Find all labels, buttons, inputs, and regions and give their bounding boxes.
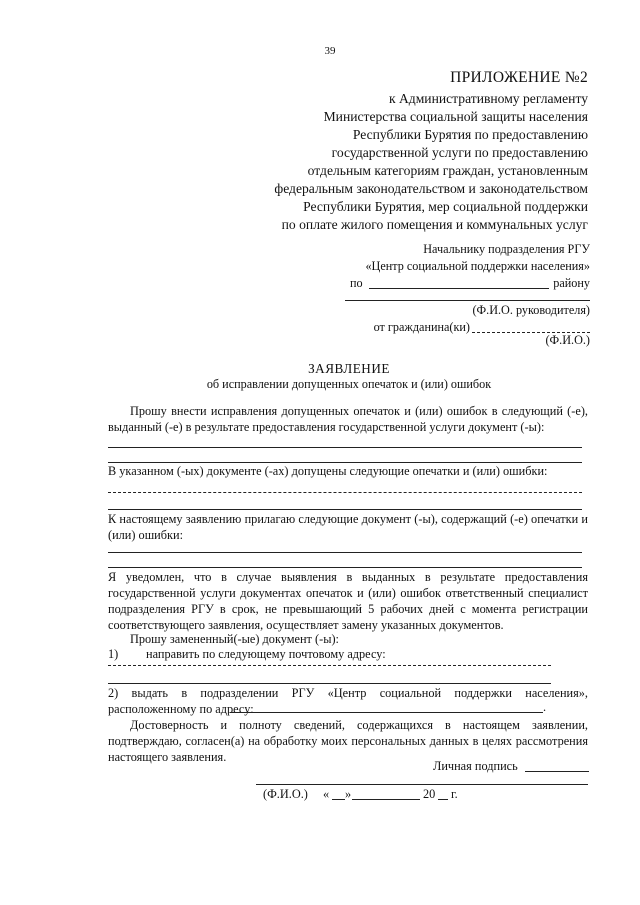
annex-line-5: отдельным категориям граждан, установленным <box>307 163 588 178</box>
annex-line-6: федеральным законодательством и законодательством <box>274 181 588 196</box>
office-address-dot: . <box>543 700 547 714</box>
district-prefix: по <box>350 276 363 290</box>
option-1-number: 1) <box>108 647 119 661</box>
annex-line-7: Республики Бурятия, мер социальной поддержки <box>303 199 588 214</box>
date-year-suffix: г. <box>451 787 458 801</box>
option-1-label: направить по следующему почтовому адресу: <box>146 647 386 661</box>
annex-line-4: государственной услуги по предоставлению <box>331 145 588 160</box>
date-year-prefix: 20 <box>423 787 436 801</box>
annex-line-8: по оплате жилого помещения и коммунальных услуг <box>281 217 588 232</box>
date-month-field[interactable] <box>352 799 420 800</box>
annex-title: ПРИЛОЖЕНИЕ №2 <box>450 69 588 86</box>
name-caption: (Ф.И.О.) <box>263 787 308 801</box>
attachments-line-1[interactable] <box>108 552 582 553</box>
request-line-1[interactable] <box>108 447 582 448</box>
name-date-line[interactable] <box>256 784 588 785</box>
from-citizen-label: от гражданина(ки) <box>373 320 470 334</box>
date-close-quote: » <box>345 787 352 801</box>
head-name-caption: (Ф.И.О. руководителя) <box>472 303 590 317</box>
signature-label: Личная подпись <box>433 759 518 773</box>
option-2-paragraph: 2) выдать в подразделении РГУ «Центр социальной поддержки населения», расположенному по адресу: <box>108 686 588 716</box>
errors-line-1[interactable] <box>108 492 582 493</box>
addressee-line-1: Начальнику подразделения РГУ <box>423 242 590 256</box>
request-line-2[interactable] <box>108 462 582 463</box>
addressee-line-2: «Центр социальной поддержки населения» <box>365 259 590 273</box>
date-day-field[interactable] <box>332 799 345 800</box>
office-address-field[interactable] <box>230 712 543 713</box>
annex-line-3: Республики Бурятия по предоставлению <box>352 127 588 142</box>
postal-address-line-1[interactable] <box>108 665 551 666</box>
errors-label: В указанном (-ых) документе (-ах) допущены следующие опечатки и (или) ошибки: <box>108 464 548 478</box>
consent-paragraph: Достоверность и полноту сведений, содержащихся в настоящем заявлении, подтверждаю, согласен(а) на обработку моих персональных данных в целях рассмотрения настоящего заявления. <box>108 718 588 764</box>
document-title: ЗАЯВЛЕНИЕ <box>308 361 390 376</box>
attachments-paragraph: К настоящему заявлению прилагаю следующие документ (-ы), содержащий (-е) опечатки и (или) ошибки: <box>108 512 588 542</box>
head-name-field[interactable] <box>345 300 590 301</box>
errors-line-2[interactable] <box>108 509 582 510</box>
request-paragraph: Прошу внести исправления допущенных опечаток и (или) ошибок в следующий (-е), выданный (-е) в результате предоставления государственной услуги документ (-ы): <box>108 404 588 434</box>
citizen-name-caption: (Ф.И.О.) <box>545 333 590 347</box>
date-open-quote: « <box>323 787 330 801</box>
page-number: 39 <box>324 45 336 57</box>
replace-request-label: Прошу замененный(-ые) документ (-ы): <box>130 632 339 646</box>
district-field[interactable] <box>369 288 549 289</box>
signature-field[interactable] <box>525 771 589 772</box>
postal-address-line-2[interactable] <box>108 683 551 684</box>
annex-line-2: Министерства социальной защиты населения <box>323 109 588 124</box>
date-year-field[interactable] <box>438 799 448 800</box>
district-suffix: району <box>553 276 590 290</box>
annex-line-1: к Административному регламенту <box>388 91 588 106</box>
attachments-line-2[interactable] <box>108 567 582 568</box>
notice-paragraph: Я уведомлен, что в случае выявления в выданных в результате предоставления государственной услуги документах опечаток и (или) ошибок ответственный специалист подразделения РГУ в срок, не превышающий 5 рабочих дней с момента регистрации соответствующего заявления, осуществляет замену указанных документов. <box>108 570 588 632</box>
document-subtitle: об исправлении допущенных опечаток и (или) ошибок <box>206 377 492 391</box>
